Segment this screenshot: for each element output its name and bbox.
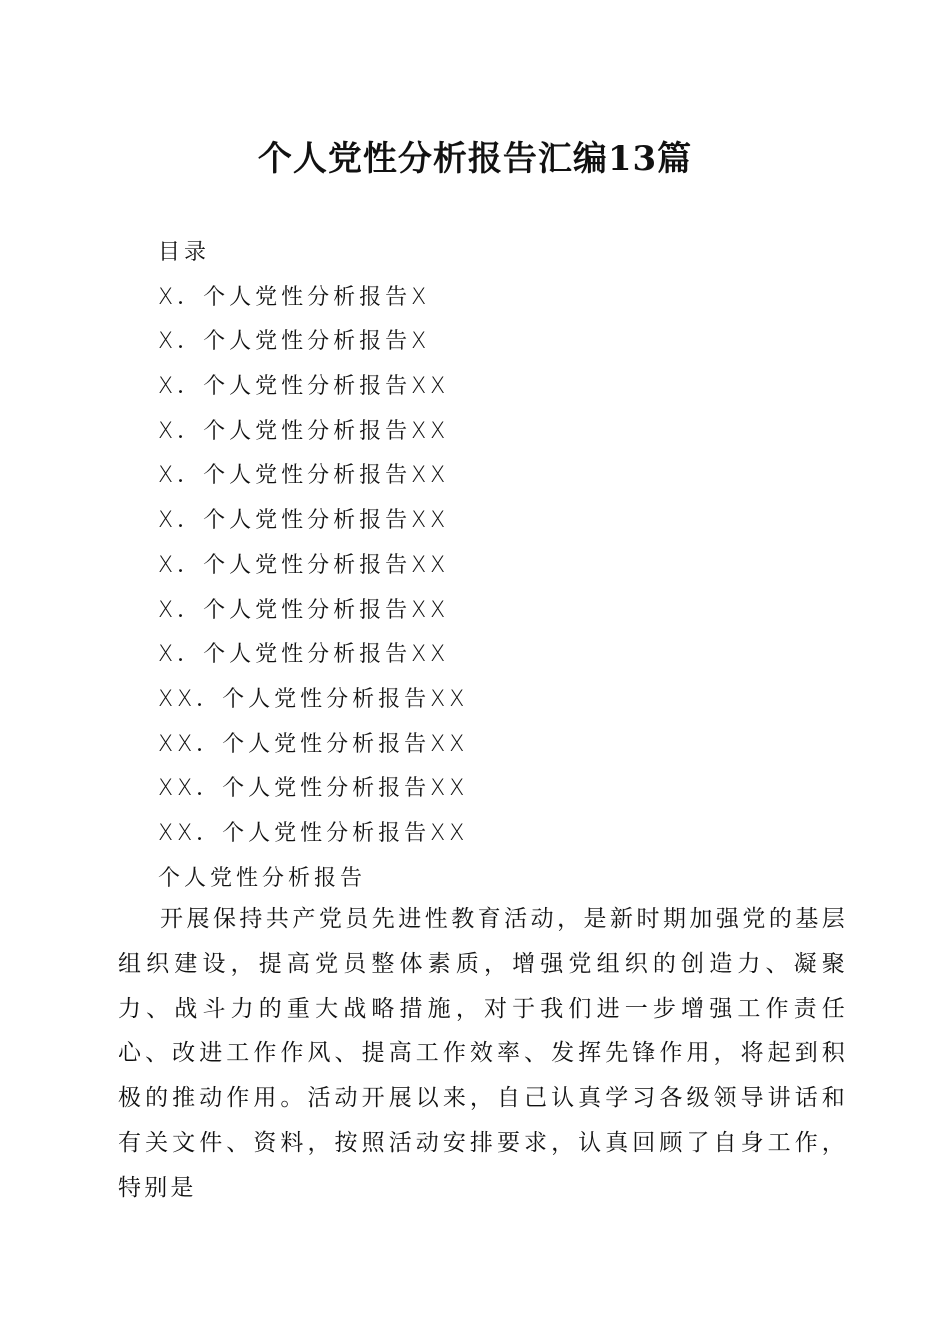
toc-heading: 目录 <box>158 240 211 265</box>
toc-item: XX．个人党性分析报告XX <box>158 731 469 757</box>
toc-item: X．个人党性分析报告X <box>158 284 431 310</box>
toc-item: XX．个人党性分析报告XX <box>158 686 469 712</box>
toc-item: X．个人党性分析报告XX <box>158 463 450 489</box>
toc-item: X．个人党性分析报告XX <box>158 418 450 444</box>
section-heading: 个人党性分析报告 <box>158 865 367 891</box>
toc-item: X．个人党性分析报告XX <box>158 597 450 623</box>
toc-item: X．个人党性分析报告XX <box>158 552 450 578</box>
toc-item: X．个人党性分析报告X <box>158 329 431 355</box>
toc-item: X．个人党性分析报告XX <box>158 642 450 668</box>
toc-item: XX．个人党性分析报告XX <box>158 776 469 802</box>
toc-item: X．个人党性分析报告XX <box>158 508 450 534</box>
table-of-contents <box>158 231 858 901</box>
toc-item: XX．个人党性分析报告XX <box>158 820 469 846</box>
toc-item: X．个人党性分析报告XX <box>158 374 450 400</box>
body-paragraph: 开展保持共产党员先进性教育活动，是新时期加强党的基层组织建设，提高党员整体素质，增强党组织的创造力、凝聚力、战斗力的重大战略措施，对于我们进一步增强工作责任心、改进工作作风、提高工作效率、发挥先锋作用，将起到积极的推动作用。活动开展以来，自己认真学习各级领导讲话和有关文件、资料，按照活动安排要求，认真回顾了自身工作，特别是 <box>118 906 848 1201</box>
document-title: 个人党性分析报告汇编13篇 <box>257 139 693 179</box>
